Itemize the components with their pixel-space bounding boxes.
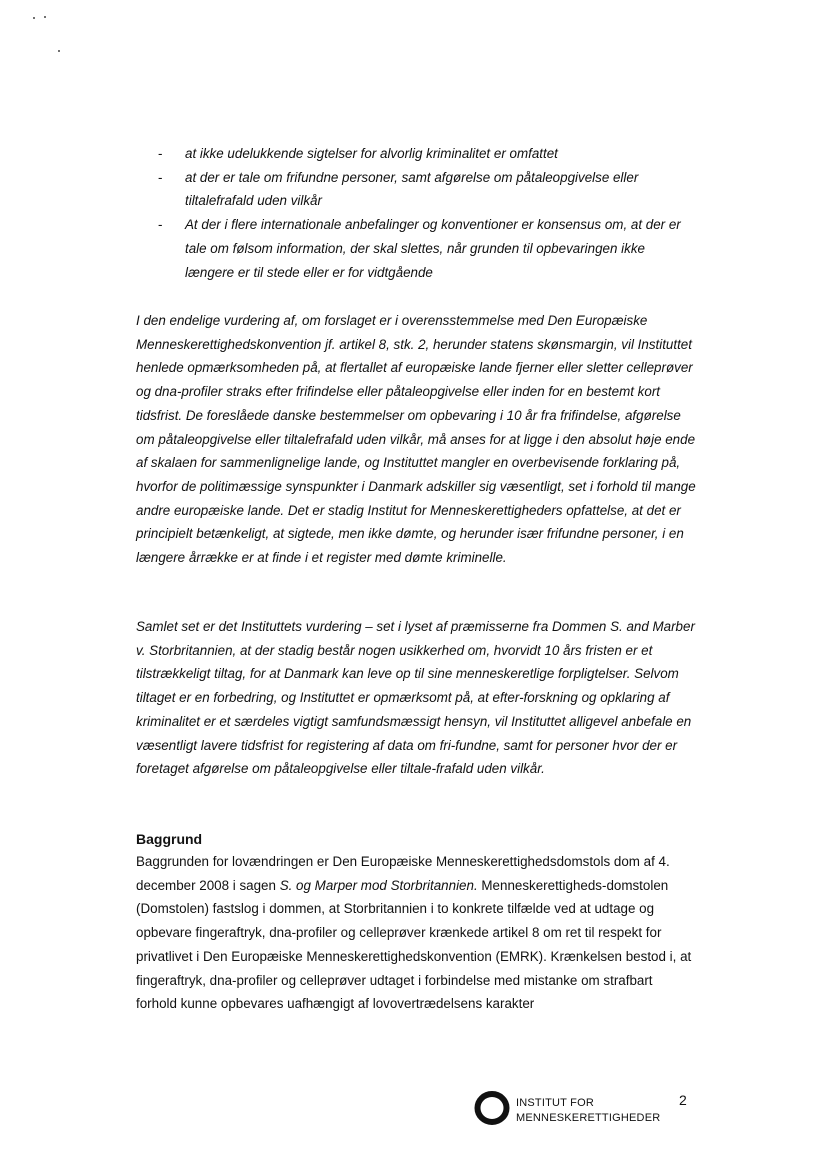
bullet-text: at ikke udelukkende sigtelser for alvorlig kriminalitet er omfattet	[185, 146, 558, 161]
page-number: 2	[679, 1092, 687, 1108]
bullet-dash: -	[158, 169, 163, 185]
scan-speck	[44, 16, 46, 18]
background-text-part1: Baggrunden for lovændringen er Den Europæiske Menneskerettighedsdomstols dom af 4. december 2008 i sagen	[136, 854, 670, 893]
organization-name-line1: INSTITUT FOR	[516, 1097, 594, 1109]
assessment-paragraph: I den endelige vurdering af, om forslaget er i overensstemmelse med Den Europæiske Menneskerettighedskonvention jf. artikel 8, stk. 2, herunder statens skønsmargin, vil Instituttet henlede opmærksomheden på, at flertallet af europæiske lande fjerner eller sletter celleprøver og dna-profiler straks efter frifindelse eller påtaleopgivelse eller inden for en bestemt kort tidsfrist. De foreslåede danske bestemmelser om opbevaring i 10 år fra frifindelse, afgørelse om påtaleopgivelse eller tiltalefrafald uden vilkår, må anses for at ligge i den absolut høje ende af skalaen for sammenlignelige lande, og Instituttet mangler en overbevisende forklaring på, hvorfor de politimæssige synspunkter i Danmark adskiller sig væsentligt, set i forhold til mange andre europæiske lande. Det er stadig Institut for Menneskerettigheders opfattelse, at det er principielt betænkeligt, at sigtede, men ikke dømte, og herunder især frifundne personer, i en længere årrække er at finde i et register med dømte kriminelle.	[136, 313, 696, 566]
scan-speck	[33, 17, 35, 19]
background-text-part2: Menneskerettigheds-domstolen (Domstolen) fastslog i dommen, at Storbritannien i to konkrete tilfælde ved at udtage og opbevare fingeraftryk, dna-profiler og celleprøver krænkede artikel 8 om ret til respekt for privatlivet i Den Europæiske Menneskerettighedskonvention (EMRK). Krænkelsen bestod i, at fingeraftryk, dna-profiler og celleprøver udtaget i forbindelse med mistanke om strafbart forhold kunne opbevares uafhængigt af lovovertrædelsens karakter	[136, 877, 692, 1012]
section-heading: Baggrund	[136, 831, 203, 847]
scan-speck	[58, 50, 60, 52]
organization-name-line2: MENNESKERETTIGHEDER	[516, 1112, 661, 1124]
background-paragraph	[136, 850, 696, 1016]
case-name: S. og Marper mod Storbritannien.	[279, 877, 478, 893]
list-item	[136, 166, 696, 213]
bullet-text: at der er tale om frifundne personer, samt afgørelse om påtaleopgivelse eller tiltalefrafald uden vilkår	[185, 169, 639, 209]
conclusion-paragraph: Samlet set er det Instituttets vurdering – set i lyset af præmisserne fra Dommen S. and Marber v. Storbritannien, at der stadig består nogen usikkerhed om, hvorvidt 10 års fristen er et tilstrækkeligt tiltag, for at Danmark kan leve op til sine menneskeretlige forpligtelser. Selvom tiltaget er en forbedring, og Instituttet er opmærksomt på, at efter-forskning og opklaring af kriminalitet er et særdeles vigtigt samfundsmæssigt hensyn, vil Instituttet alligevel anbefale en væsentligt lavere tidsfrist for registering af data om fri-fundne, samt for personer hvor der er foretaget afgørelse om påtaleopgivelse eller tiltale-frafald uden vilkår.	[136, 619, 695, 777]
list-item	[136, 142, 696, 166]
bullet-list	[136, 142, 696, 284]
organization-name	[516, 1096, 660, 1126]
bullet-dash: -	[158, 146, 163, 161]
list-item	[136, 213, 696, 284]
bullet-text: At der i flere internationale anbefalinger og konventioner er konsensus om, at der er tale om følsom information, der skal slettes, når grunden til opbevaringen ikke længere er til stede eller er for vidtgående	[185, 217, 681, 280]
bullet-dash: -	[158, 217, 163, 233]
ring-logo-icon	[474, 1090, 510, 1126]
